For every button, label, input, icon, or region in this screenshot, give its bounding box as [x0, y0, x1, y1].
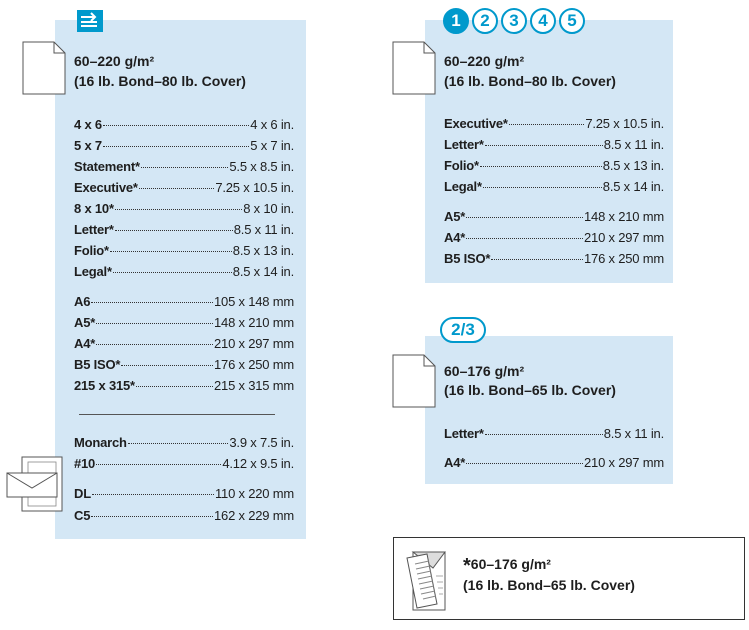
size-dimensions: 8.5 x 14 in. [602, 179, 664, 194]
size-name: Monarch [74, 435, 127, 450]
size-name: 8 x 10* [74, 201, 114, 216]
size-row [74, 157, 294, 177]
leader-dots [121, 365, 213, 366]
paper-sheet-icon [392, 41, 436, 95]
size-row [444, 114, 664, 134]
size-dimensions: 7.25 x 10.5 in. [585, 116, 664, 131]
leader-dots [466, 463, 583, 464]
size-name: A4* [444, 455, 466, 470]
size-name: A5* [444, 209, 466, 224]
size-dimensions: 4 x 6 in. [250, 117, 294, 132]
leader-dots [141, 167, 228, 168]
leader-dots [485, 434, 603, 435]
size-row [444, 156, 664, 176]
leader-dots [91, 516, 213, 517]
envelope-icon [6, 456, 70, 512]
size-dimensions: 162 x 229 mm [214, 508, 294, 523]
size-row [444, 453, 664, 473]
size-dimensions: 176 x 250 mm [584, 251, 664, 266]
size-dimensions: 110 x 220 mm [214, 486, 294, 501]
leader-dots [96, 464, 221, 465]
size-dimensions: 8.5 x 11 in. [603, 426, 664, 441]
size-name: B5 ISO* [444, 251, 491, 266]
size-row [444, 135, 664, 155]
leader-dots [509, 124, 585, 125]
leader-dots [139, 188, 215, 189]
asterisk: * [463, 555, 471, 577]
size-name: #10 [74, 456, 96, 471]
size-row [74, 506, 294, 526]
size-name: Legal* [74, 264, 112, 279]
size-row [74, 376, 294, 396]
size-name: A5* [74, 315, 96, 330]
leader-dots [491, 259, 583, 260]
size-row [444, 207, 664, 227]
size-name: A6 [74, 294, 91, 309]
size-dimensions: 148 x 210 mm [214, 315, 294, 330]
duplex-weight-imperial: (16 lb. Bond–65 lb. Cover) [463, 577, 635, 593]
size-row [74, 199, 294, 219]
tray-4-badge: 4 [530, 8, 556, 34]
duplex-weight [463, 555, 635, 595]
size-dimensions: 8 x 10 in. [243, 201, 294, 216]
size-name: Executive* [444, 116, 508, 131]
trays23-weight-metric: 60–176 g/m² [444, 363, 525, 379]
size-row [74, 355, 294, 375]
leader-dots [485, 145, 603, 146]
tray-5-badge: 5 [559, 8, 585, 34]
duplex-paper-icon [403, 548, 455, 612]
size-name: Letter* [444, 137, 484, 152]
size-row [74, 292, 294, 312]
size-row [444, 249, 664, 269]
size-row [74, 262, 294, 282]
leader-dots [466, 238, 583, 239]
size-row [74, 241, 294, 261]
size-dimensions: 5.5 x 8.5 in. [229, 159, 294, 174]
size-row [74, 220, 294, 240]
size-name: Legal* [444, 179, 482, 194]
size-row [444, 424, 664, 444]
size-dimensions: 210 x 297 mm [584, 455, 664, 470]
leader-dots [115, 209, 242, 210]
leader-dots [96, 344, 213, 345]
bypass-weight-imperial: (16 lb. Bond–80 lb. Cover) [74, 73, 246, 89]
size-name: Folio* [444, 158, 479, 173]
tray-2-3-badge: 2/3 [440, 317, 486, 343]
size-dimensions: 210 x 297 mm [214, 336, 294, 351]
size-dimensions: 210 x 297 mm [584, 230, 664, 245]
size-dimensions: 215 x 315 mm [214, 378, 294, 393]
size-dimensions: 3.9 x 7.5 in. [229, 435, 294, 450]
size-row [74, 178, 294, 198]
size-dimensions: 148 x 210 mm [584, 209, 664, 224]
leader-dots [91, 302, 213, 303]
leader-dots [480, 166, 602, 167]
trays23-weight-imperial: (16 lb. Bond–65 lb. Cover) [444, 382, 616, 398]
leader-dots [483, 187, 602, 188]
size-name: C5 [74, 508, 91, 523]
tray-3-badge: 3 [501, 8, 527, 34]
section-divider [79, 414, 275, 415]
size-dimensions: 8.5 x 11 in. [233, 222, 294, 237]
leader-dots [466, 217, 583, 218]
size-row [74, 334, 294, 354]
paper-sheet-icon [392, 354, 436, 408]
size-name: Executive* [74, 180, 138, 195]
size-row [74, 484, 294, 504]
tray-1-badge: 1 [443, 8, 469, 34]
trays-weight-metric: 60–220 g/m² [444, 53, 525, 69]
size-row [444, 228, 664, 248]
leader-dots [115, 230, 233, 231]
size-dimensions: 8.5 x 14 in. [232, 264, 294, 279]
leader-dots [110, 251, 232, 252]
leader-dots [128, 443, 229, 444]
size-name: 4 x 6 [74, 117, 102, 132]
size-dimensions: 8.5 x 13 in. [232, 243, 294, 258]
leader-dots [103, 146, 249, 147]
leader-dots [103, 125, 249, 126]
size-row [74, 136, 294, 156]
bypass-weight-metric: 60–220 g/m² [74, 53, 155, 69]
size-dimensions: 4.12 x 9.5 in. [222, 456, 294, 471]
size-row [74, 115, 294, 135]
duplex-weight-metric: 60–176 g/m² [470, 556, 551, 572]
size-name: DL [74, 486, 91, 501]
size-dimensions: 8.5 x 11 in. [603, 137, 664, 152]
size-name: Folio* [74, 243, 109, 258]
size-dimensions: 5 x 7 in. [250, 138, 294, 153]
size-dimensions: 7.25 x 10.5 in. [215, 180, 294, 195]
size-row [74, 313, 294, 333]
trays-weight-imperial: (16 lb. Bond–80 lb. Cover) [444, 73, 616, 89]
size-dimensions: 8.5 x 13 in. [602, 158, 664, 173]
size-dimensions: 176 x 250 mm [214, 357, 294, 372]
leader-dots [136, 386, 213, 387]
size-name: 5 x 7 [74, 138, 102, 153]
size-row [444, 177, 664, 197]
size-name: 215 x 315* [74, 378, 135, 393]
leader-dots [96, 323, 213, 324]
size-name: Letter* [74, 222, 114, 237]
size-name: Letter* [444, 426, 484, 441]
size-name: Statement* [74, 159, 140, 174]
size-name: A4* [444, 230, 466, 245]
leader-dots [92, 494, 214, 495]
leader-dots [113, 272, 232, 273]
size-dimensions: 105 x 148 mm [214, 294, 294, 309]
size-name: B5 ISO* [74, 357, 121, 372]
paper-sheet-icon [22, 41, 66, 95]
tray-number-badges [443, 8, 585, 34]
size-name: A4* [74, 336, 96, 351]
bypass-tray-feed-icon [77, 10, 103, 32]
tray-2-badge: 2 [472, 8, 498, 34]
size-row [74, 454, 294, 474]
size-row [74, 433, 294, 453]
